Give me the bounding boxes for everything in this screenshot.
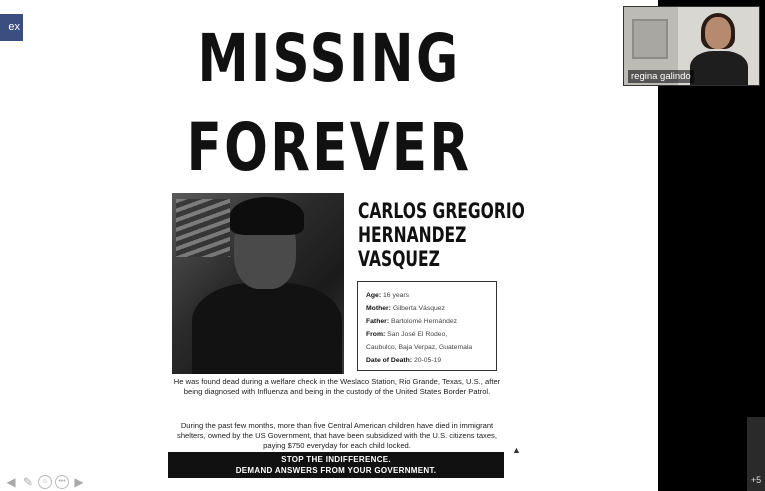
detail-mother <box>366 302 488 315</box>
detail-value: 16 years <box>383 292 410 299</box>
name-line: VASQUEZ <box>358 247 440 271</box>
call-to-action-banner <box>168 452 504 478</box>
context-paragraph: During the past few months, more than five Central American children have died in immigrant shelters, owned by the US Government, that have been subsidized with the U.S. citizens taxes, paying $750 everyday for each child locked. <box>177 421 497 450</box>
detail-value: San José El Rodeo, <box>387 331 448 338</box>
detail-from <box>366 328 488 341</box>
detail-value: 20-05-19 <box>413 357 442 364</box>
presentation-toolbar <box>4 474 86 490</box>
more-participants-button[interactable]: +5 <box>747 417 765 491</box>
detail-label: Father: <box>366 318 390 325</box>
detail-label: Date of Death: <box>366 357 413 364</box>
annotate-icon[interactable]: ☺ <box>38 475 52 489</box>
pencil-icon[interactable]: ✎ <box>22 475 34 489</box>
detail-value: Caubulco, Baja Verpaz, Guatemala <box>366 344 473 351</box>
description-paragraph: He was found dead during a welfare check in the Weslaco Station, Rio Grande, Texas, U.S., after being diagnosed with Influenza and being in the custody of the United States Border Patrol. <box>173 377 501 396</box>
side-tab[interactable]: ex <box>0 14 23 41</box>
missing-person-name <box>358 199 525 271</box>
detail-date-of-death <box>366 354 488 367</box>
name-line: HERNANDEZ <box>358 223 467 247</box>
banner-line1: STOP THE INDIFFERENCE. <box>281 455 391 464</box>
detail-label: Mother: <box>366 305 391 312</box>
portrait-photo <box>172 193 344 374</box>
photo-hair <box>230 197 304 235</box>
video-wall-frame <box>632 19 668 59</box>
detail-value: Gilberta Vásquez <box>392 305 445 312</box>
participant-name: regina galindo <box>628 70 694 83</box>
detail-label: Age: <box>366 292 382 299</box>
participant-face <box>705 17 731 49</box>
details-box <box>357 281 497 371</box>
name-line: CARLOS GREGORIO <box>358 199 525 223</box>
detail-from-cont <box>366 341 488 354</box>
participant-body <box>690 51 748 86</box>
detail-age <box>366 289 488 302</box>
detail-label: From: <box>366 331 386 338</box>
participant-video-tile[interactable] <box>623 6 760 86</box>
mouse-cursor-icon: ▲ <box>512 445 521 455</box>
photo-shirt <box>192 283 342 374</box>
arrow-left-icon[interactable]: ◀ <box>6 475 16 489</box>
poster-title-line1: MISSING <box>197 20 461 97</box>
poster-title-line2: FOREVER <box>186 109 472 186</box>
arrow-right-icon[interactable]: ▶ <box>74 475 84 489</box>
more-icon[interactable]: ••• <box>55 475 69 489</box>
detail-value: Bartolomé Hernández <box>390 318 458 325</box>
detail-father <box>366 315 488 328</box>
photo-window <box>176 199 230 257</box>
banner-line2: DEMAND ANSWERS FROM YOUR GOVERNMENT. <box>235 466 437 475</box>
